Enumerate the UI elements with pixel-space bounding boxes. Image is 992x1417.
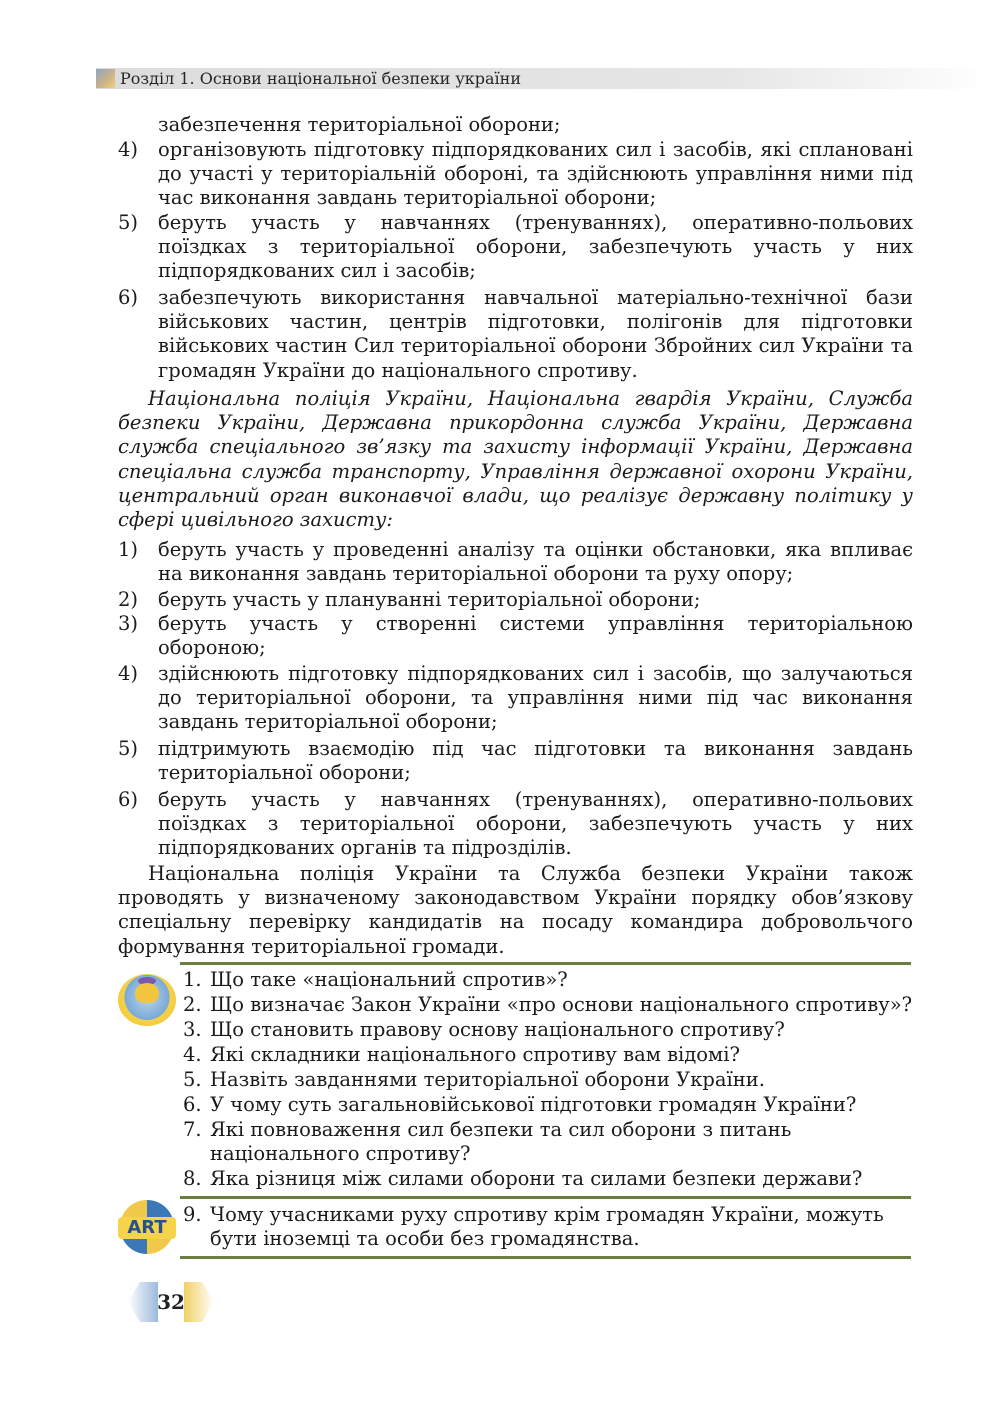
chapter-title: Розділ 1. Основи національної безпеки україни [120,69,521,88]
list-item [118,138,913,211]
question-item [183,1043,913,1067]
list-item [118,737,913,785]
list-item-number: 6) [118,286,139,309]
question-item [183,1018,913,1042]
list-item [118,538,913,586]
art-label: ART [118,1217,176,1239]
list-item-text: беруть участь у навчаннях (тренуваннях), оперативно-польових поїздках з територіальної оборони, забезпечують участь у них підпорядкованих органів та підрозділів. [158,788,913,860]
question-number: 2. [183,993,202,1016]
list-item [118,588,913,612]
question-number: 1. [183,968,202,991]
question-number: 8. [183,1167,202,1190]
section-divider [180,962,911,965]
list-item-text: підтримують взаємодію під час підготовки та виконання завдань територіальної оборони; [158,737,913,785]
list-item-text: забезпечують використання навчальної матеріально-технічної бази військових частин, центрів підготовки, полігонів для підготовки військових частин Сил територіальної оборони Збройних сил України та громадян України до національного спротиву. [158,286,913,382]
list-item-number: 5) [118,211,139,234]
list-item-text: беруть участь у навчаннях (тренуваннях), оперативно-польових поїздках з територіальної оборони, забезпечують участь у них підпорядкованих сил і засобів; [158,211,913,283]
question-text: Яка різниця між силами оборони та силами безпеки держави? [210,1167,863,1190]
list-item [118,788,913,861]
question-number: 4. [183,1043,202,1066]
list-item [118,211,913,284]
question-item [183,1118,913,1167]
list-item-number: 4) [118,662,139,685]
question-text: Які складники національного спротиву вам відомі? [210,1043,740,1066]
page-number-badge [128,1282,214,1322]
list-item-number: 4) [118,138,139,161]
list-item-number: 1) [118,538,139,561]
list-item-text: організовують підготовку підпорядкованих сил і засобів, які сплановані до участі у територіальній обороні, та здійснюють управління ними під час виконання завдань територіальної оборони; [158,138,913,210]
question-text: Чому учасниками руху спротиву крім громадян України, можуть бути іноземці та особи без громадянства. [210,1203,884,1251]
art-task [183,1203,913,1252]
italic-paragraph: Національна поліція України, Національна гвардія України, Служба безпеки України, Державна прикордонна служба України, Державна служба спеціального зв’язку та захисту інформації України, Державна спеціальна служба транспорту, Управління державної охорони України, центральний орган виконавчої влади, що реалізує державну політику у сфері цивільного захисту: [118,387,913,532]
question-number: 6. [183,1093,202,1116]
question-text: Назвіть завданнями територіальної оборони України. [210,1068,765,1091]
list-item [118,286,913,383]
question-item [183,993,913,1017]
section-divider [180,1196,911,1199]
list-item-text: беруть участь у плануванні територіальної оборони; [158,588,701,611]
question-text: У чому суть загальновійськової підготовки громадян України? [210,1093,857,1116]
header-marker-icon [96,69,115,88]
question-item [183,1167,913,1191]
list-item [118,662,913,735]
list-item-number: 5) [118,737,139,760]
question-number: 3. [183,1018,202,1041]
list-item-text: беруть участь у проведенні аналізу та оцінки обстановки, яка впливає на виконання завдань територіальної оборони та руху опору; [158,538,913,586]
closing-paragraph: Національна поліція України та Служба безпеки України також проводять у визначеному законодавством України порядку обов’язкову спеціальну перевірку кандидатів на посаду командира добровольчого формування територіальної громади. [118,862,913,958]
page-number: 32 [157,1290,185,1314]
question-number: 7. [183,1118,202,1141]
question-number: 5. [183,1068,202,1091]
list-item-continuation: забезпечення територіальної оборони; [158,113,561,136]
question-item [183,1093,913,1117]
list-item-text: здійснюють підготовку підпорядкованих сил і засобів, що залучаються до територіальної оборони, та управління ними під час виконання завдань територіальної оборони; [158,662,913,734]
list-item-number: 2) [118,588,139,611]
art-icon [118,1200,176,1254]
question-item [183,968,913,992]
list-item-number: 3) [118,612,139,635]
question-item [183,1068,913,1092]
questions-icon [118,974,176,1026]
section-divider [180,1256,911,1259]
list-item [118,612,913,660]
list-item-text: беруть участь у створенні системи управління територіальною обороною; [158,612,913,660]
question-text: Що таке «національний спротив»? [210,968,568,991]
list-item-number: 6) [118,788,139,811]
question-number: 9. [183,1203,202,1226]
question-text: Що становить правову основу національного спротиву? [210,1018,785,1041]
question-text: Які повноваження сил безпеки та сил оборони з питань національного спротиву? [210,1118,792,1166]
chapter-header [96,68,992,89]
question-text: Що визначає Закон України «про основи національного спротиву»? [210,993,913,1016]
